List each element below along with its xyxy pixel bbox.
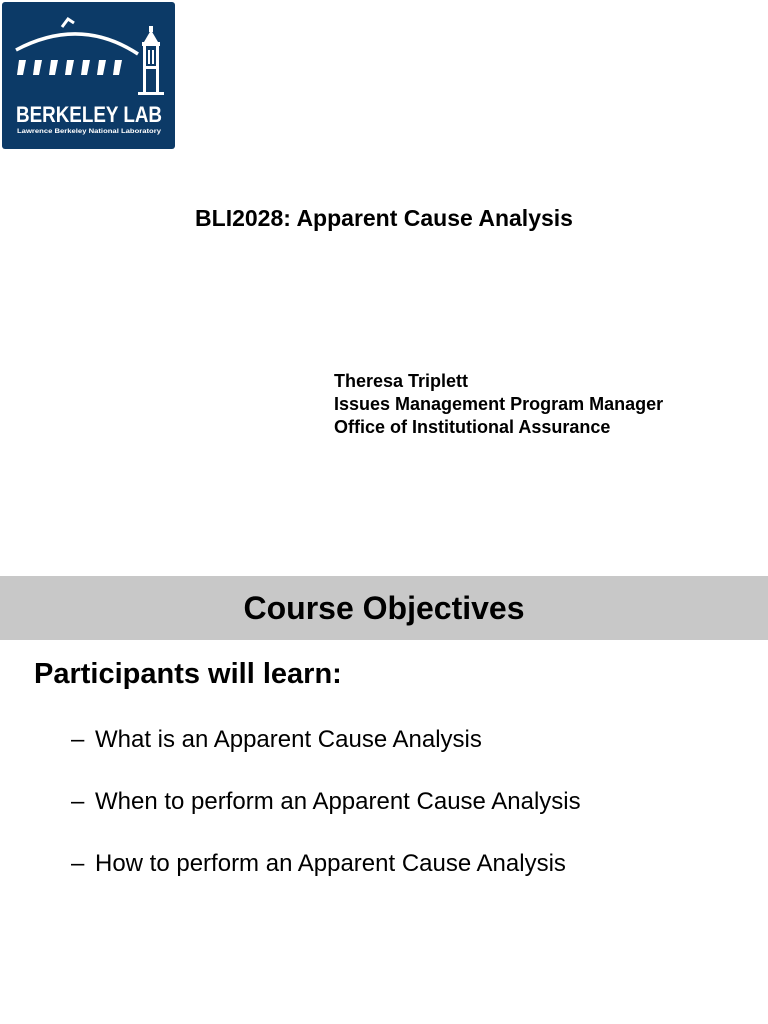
objectives-title: Course Objectives: [243, 590, 525, 626]
logo-subtitle: Lawrence Berkeley National Laboratory: [17, 128, 162, 135]
objective-item: [71, 784, 581, 846]
presenter-name: Theresa Triplett: [334, 371, 469, 391]
objective-item: [71, 846, 581, 908]
presenter-role: Issues Management Program Manager: [334, 394, 664, 414]
logo-wordmark: BERKELEY LAB: [16, 102, 162, 127]
bullet-dash: –: [71, 850, 85, 877]
course-title: BLI2028: Apparent Cause Analysis: [195, 205, 573, 231]
bullet-dash: –: [71, 726, 85, 753]
objective-text: How to perform an Apparent Cause Analysis: [95, 850, 566, 877]
presenter-office: Office of Institutional Assurance: [334, 417, 611, 437]
bullet-dash: –: [71, 788, 85, 815]
objective-text: When to perform an Apparent Cause Analysis: [95, 788, 581, 815]
berkeley-lab-logo: [2, 2, 175, 149]
berkeley-lab-logo-graphic: [2, 2, 175, 149]
objectives-intro: Participants will learn:: [34, 658, 342, 690]
objectives-header-bar: [0, 576, 768, 640]
presenter-block: [334, 370, 764, 439]
objective-item: [71, 722, 581, 784]
objectives-slide: [0, 576, 768, 1024]
objective-text: What is an Apparent Cause Analysis: [95, 726, 482, 753]
objectives-list: [71, 722, 581, 908]
